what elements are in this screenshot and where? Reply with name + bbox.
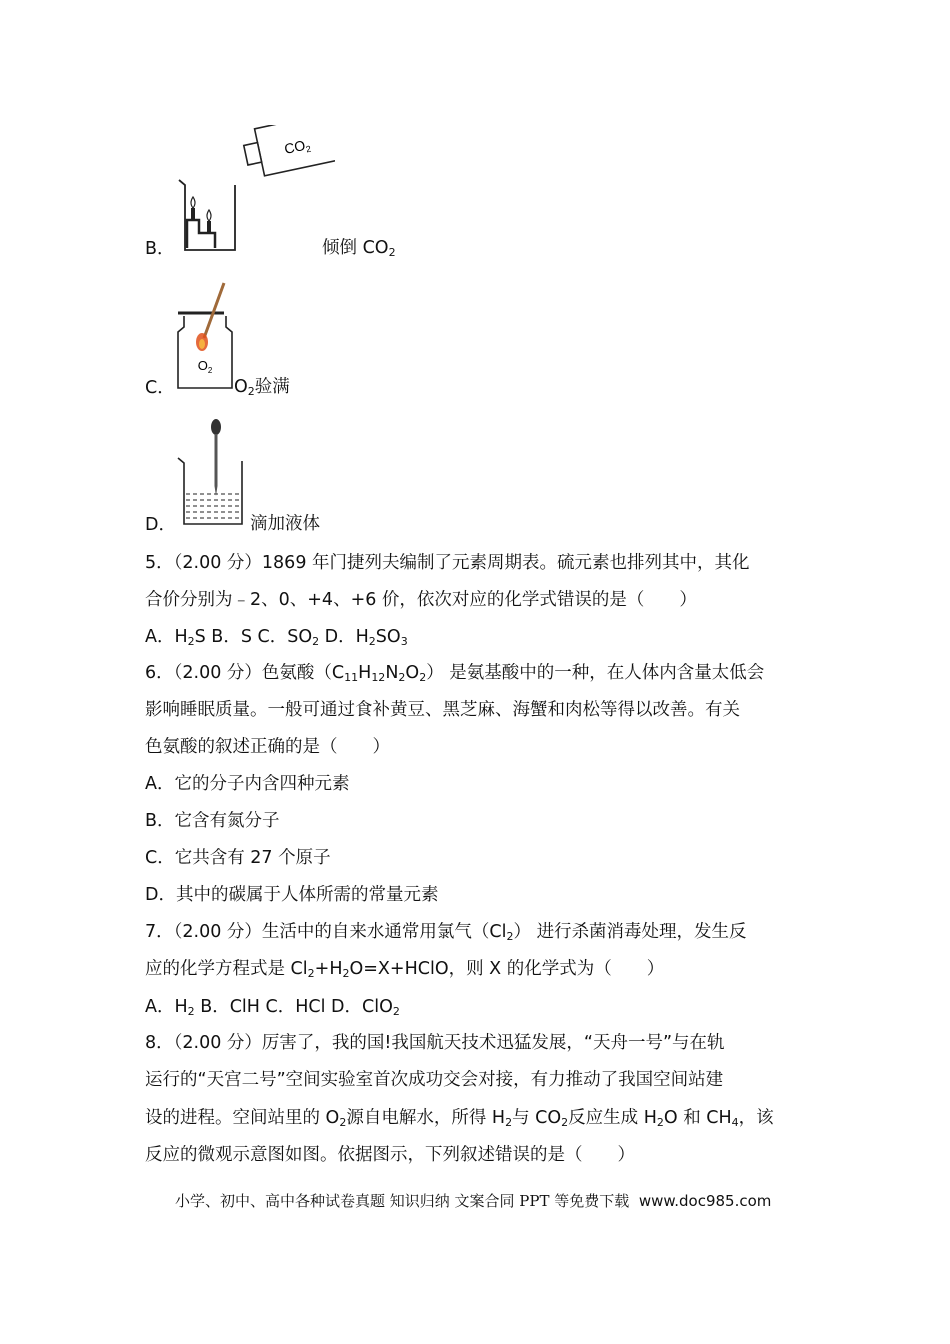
- question-8-line-3: 设的进程。空间站里的 $O_2$源自电解水，所得 $H_2$与 $CO_2$反应生成 $H_2O$ 和 $CH_4$，该: [145, 1108, 774, 1129]
- option-c-caption: $O_2$验满: [234, 377, 290, 398]
- question-6-line-3: 色氨酸的叙述正确的是（ ）: [145, 737, 390, 757]
- question-7-options: A．$H_2$ B．ClH C．HCl D．ClO$_2$: [145, 997, 400, 1018]
- question-6-line-2: 影响睡眠质量。一般可通过食补黄豆、黑芝麻、海蟹和肉松等得以改善。有关: [145, 700, 740, 720]
- option-b-caption: 倾倒 $CO_2$: [322, 238, 396, 259]
- option-c-label: C．: [145, 378, 175, 398]
- option-b-label: B．: [145, 239, 175, 259]
- question-7-line-1: 7．（2.00 分）生活中的自来水通常用氯气$(Cl_2)$ 进行杀菌消毒处理，发生反: [145, 922, 747, 943]
- question-5-line-1: 5．（2.00 分）1869 年门捷列夫编制了元素周期表。硫元素也排列其中，其化: [145, 553, 750, 573]
- question-8-line-4: 反应的微观示意图如图。依据图示，下列叙述错误的是（ ）: [145, 1145, 635, 1165]
- page-footer: [175, 1190, 771, 1212]
- question-7-line-2: 应的化学方程式是 $Cl_2+H_2O=X+HClO$，则 X 的化学式为（ ）: [145, 959, 665, 980]
- question-6-option-c: C．它共含有 27 个原子: [145, 848, 331, 868]
- question-6-line-1: 6．（2.00 分）色氨酸$(C_{11}H_{12}N_2O_2)$ 是氨基酸中的一种，在人体内含量太低会: [145, 663, 765, 684]
- option-d-caption: 滴加液体: [250, 514, 320, 534]
- jar-label: $O_2$: [197, 358, 213, 375]
- dropper-figure: [176, 418, 248, 530]
- question-5-options: A．$H_2S$ B．S C．$SO_2$ D．$H_2SO_3$: [145, 627, 408, 648]
- footer-text: 小学、初中、高中各种试卷真题 知识归纳 文案合同 PPT 等免费下载: [175, 1192, 630, 1210]
- question-8-line-1: 8．（2.00 分）厉害了，我的国!我国航天技术迅猛发展，“天舟一号”与在轨: [145, 1033, 725, 1053]
- question-8-line-2: 运行的“天宫二号”空间实验室首次成功交会对接，有力推动了我国空间站建: [145, 1070, 724, 1090]
- footer-url[interactable]: www.doc985.com: [638, 1192, 772, 1210]
- question-6-option-d: D．其中的碳属于人体所需的常量元素: [145, 885, 439, 905]
- question-6-option-b: B．它含有氮分子: [145, 811, 280, 831]
- pour-co2-figure: [175, 125, 335, 260]
- option-d-label: D．: [145, 515, 176, 535]
- bottle-label: $CO_2$: [282, 136, 312, 157]
- question-6-option-a: A．它的分子内含四种元素: [145, 774, 350, 794]
- question-5-line-2: 合价分别为﹣2、0、+4、+6 价，依次对应的化学式错误的是（ ）: [145, 590, 697, 610]
- oxygen-test-figure: [172, 280, 242, 392]
